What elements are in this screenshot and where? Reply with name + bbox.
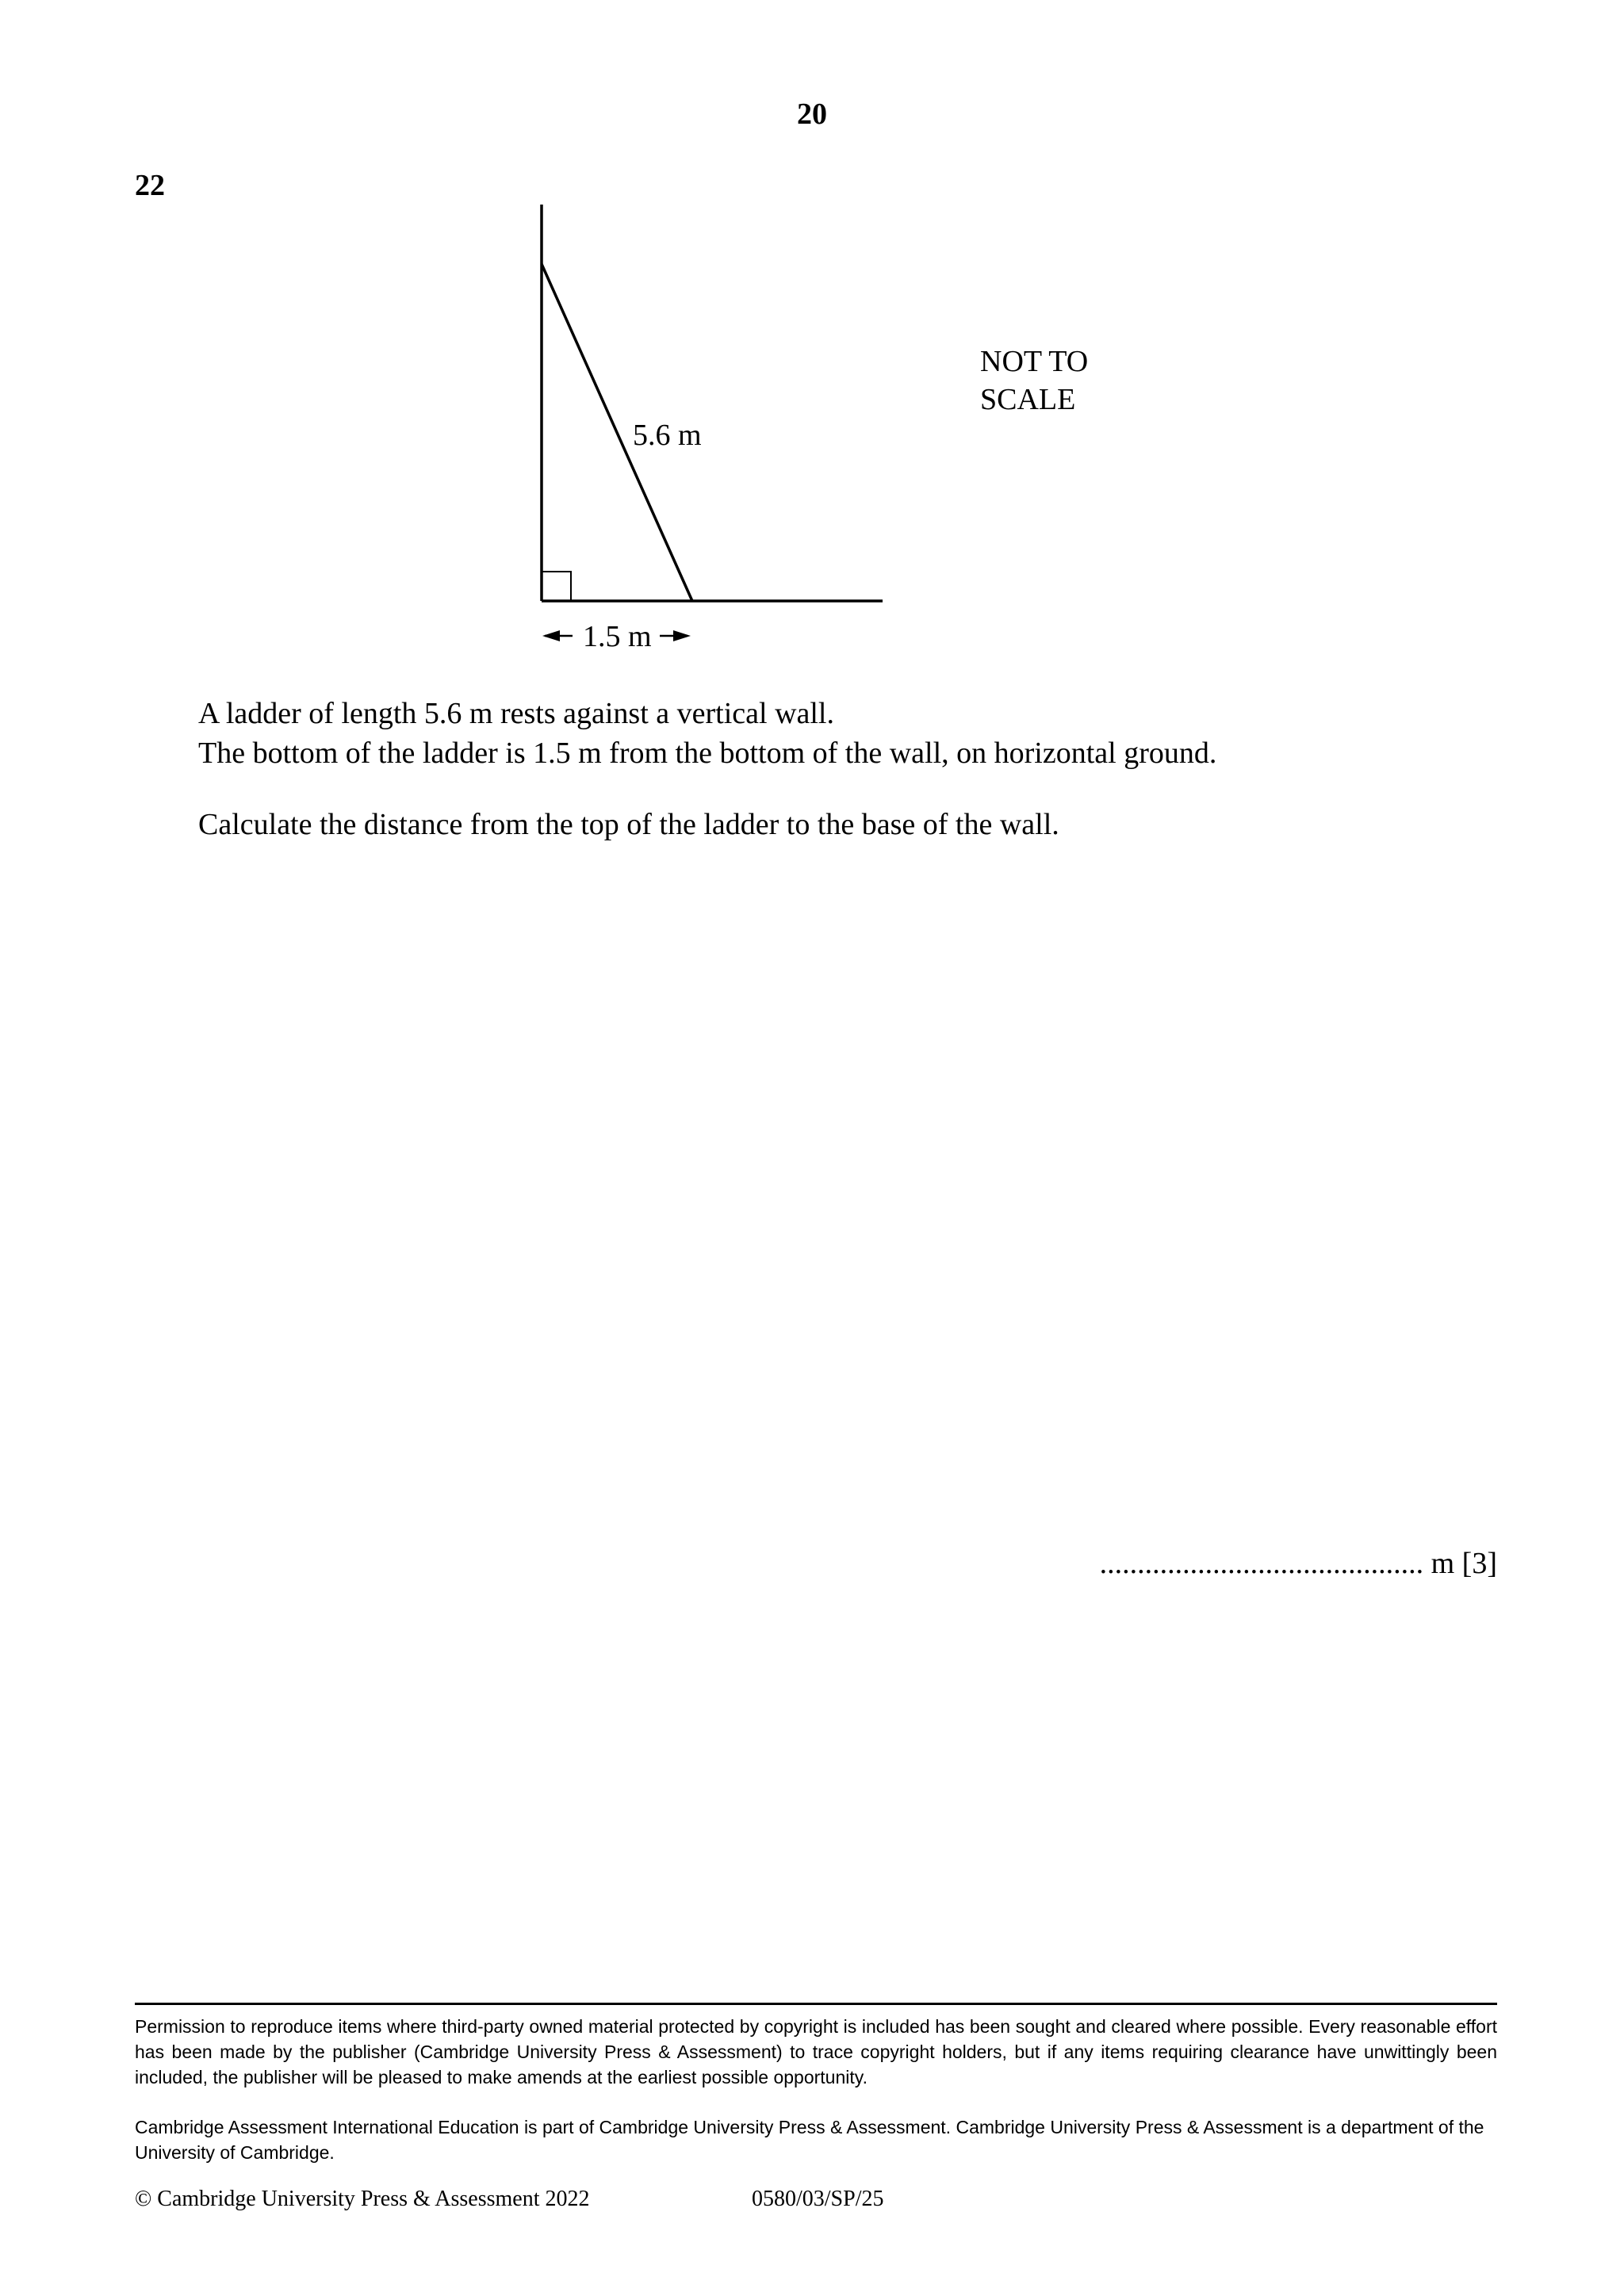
footer-rule — [135, 2003, 1497, 2005]
ladder-length-label: 5.6 m — [633, 419, 702, 452]
page-number: 20 — [797, 98, 827, 131]
question-line-3: Calculate the distance from the top of the ladder to the base of the wall. — [198, 808, 1059, 841]
answer-dots[interactable]: ........................................... — [1099, 1547, 1424, 1580]
not-to-scale-line1: NOT TO — [980, 345, 1089, 378]
right-angle-marker — [542, 572, 571, 601]
footer-cambridge-text: Cambridge Assessment International Education is part of Cambridge University Press & Assessment. Cambridge University Press & Assessment is a department of the University of Cambridge. — [135, 2117, 1484, 2163]
answer-line[interactable] — [1100, 1546, 1497, 1581]
question-line-2: The bottom of the ladder is 1.5 m from the bottom of the wall, on horizontal ground. — [198, 737, 1217, 770]
left-arrow — [542, 630, 573, 641]
question-number: 22 — [135, 169, 165, 202]
ground-distance-label: 1.5 m — [583, 620, 652, 653]
not-to-scale-note — [980, 342, 1088, 419]
question-text — [198, 694, 1216, 844]
answer-unit-marks: m [3] — [1423, 1547, 1497, 1580]
not-to-scale-line2: SCALE — [980, 383, 1076, 416]
footer-paper-code: 0580/03/SP/25 — [752, 2187, 884, 2211]
footer-permission-text: Permission to reproduce items where third-party owned material protected by copyright is included has been sought and cleared where possible. Every reasonable effort has been made by the publisher (Cambridge University Press & Assessment) to trace copyright holders, but if any items requiring clearance have unwittingly been included, the publisher will be pleased to make amends at the earliest possible opportunity. — [135, 2016, 1497, 2087]
question-line-1: A ladder of length 5.6 m rests against a vertical wall. — [198, 697, 834, 730]
footer-bottom — [135, 2187, 884, 2212]
ladder-diagram — [0, 0, 1624, 714]
paragraph-gap — [198, 773, 1216, 805]
right-arrow — [660, 630, 691, 641]
footer-copyright: © Cambridge University Press & Assessment 2022 — [135, 2187, 590, 2211]
